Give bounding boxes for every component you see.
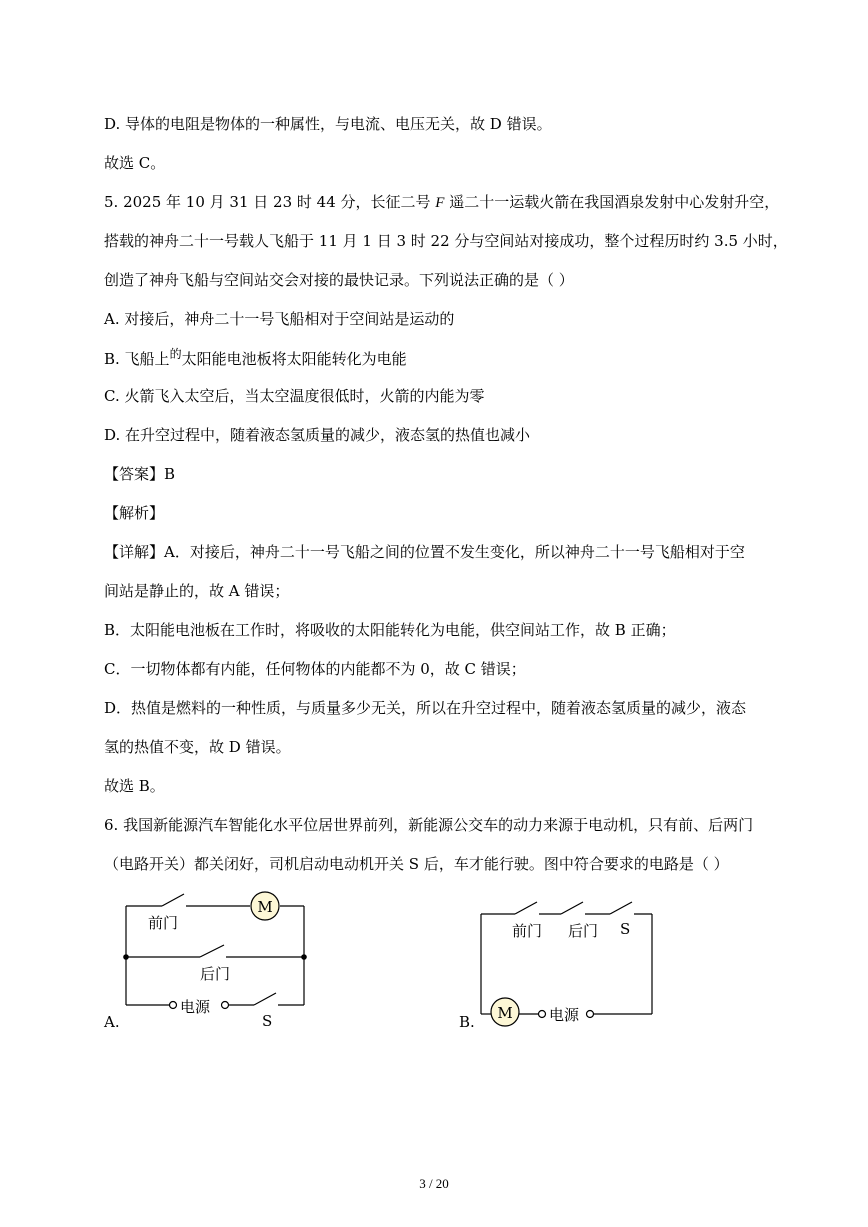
analysis-label: 【解析】 xyxy=(104,504,165,522)
page-number: 3 / 20 xyxy=(419,1176,449,1191)
option-c: C. 火箭飞入太空后，当太空温度很低时，火箭的内能为零 xyxy=(104,387,485,405)
question-5-line-2: 搭载的神舟二十一号载人飞船于 11 月 1 日 3 时 22 分与空间站对接成功，整个过程历时约 3.5 小时， xyxy=(104,232,788,250)
motor-label-b: M xyxy=(497,1004,513,1022)
option-b-text-b: 太阳能电池板将太阳能转化为电能 xyxy=(181,350,407,368)
detail-line-5: D．热值是燃料的一种性质，与质量多少无关，所以在升空过程中，随着液态氢质量的减少，液态 xyxy=(104,699,747,717)
line-d-resistance: D. 导体的电阻是物体的一种属性，与电流、电压无关，故 D 错误。 xyxy=(104,115,552,133)
detail-line-2: 间站是静止的，故 A 错误； xyxy=(104,582,290,600)
option-d: D. 在升空过程中，随着液态氢质量的减少，液态氢的热值也减小 xyxy=(104,426,531,444)
detail-line-1: 【详解】A．对接后，神舟二十一号飞船之间的位置不发生变化，所以神舟二十一号飞船相对于空 xyxy=(104,543,745,561)
option-b-text-a: B. 飞船上 xyxy=(104,350,170,368)
circuit-b-switch: S xyxy=(620,920,631,938)
circuit-b-back-door: 后门 xyxy=(568,922,599,940)
circuit-b-power: 电源 xyxy=(549,1006,580,1024)
circuit-a-back-door: 后门 xyxy=(200,965,231,983)
circuit-a-option-label: A. xyxy=(104,1013,120,1031)
detail-line-3: B．太阳能电池板在工作时，将吸收的太阳能转化为电能，供空间站工作，故 B 正确； xyxy=(104,621,676,639)
question-6-line-2: （电路开关）都关闭好，司机启动电动机开关 S 后，车才能行驶。图中符合要求的电路是（ ） xyxy=(104,855,729,873)
motor-label-a: M xyxy=(257,898,273,916)
circuit-b-option-label: B. xyxy=(459,1013,475,1031)
circuit-b-front-door: 前门 xyxy=(512,922,543,940)
detail-line-4: C．一切物体都有内能，任何物体的内能都不为 0，故 C 错误； xyxy=(104,660,526,678)
line-choose-c: 故选 C。 xyxy=(104,154,166,172)
circuit-a-power: 电源 xyxy=(180,998,211,1016)
option-a: A. 对接后，神舟二十一号飞船相对于空间站是运动的 xyxy=(104,310,455,328)
choose-b: 故选 B。 xyxy=(104,777,165,795)
detail-line-6: 氢的热值不变，故 D 错误。 xyxy=(104,738,291,756)
q5-rocket-letter: F xyxy=(435,195,445,211)
question-6-line-1: 6. 我国新能源汽车智能化水平位居世界前列，新能源公交车的动力来源于电动机，只有前、后两门 xyxy=(104,816,754,834)
option-b-superscript: 的 xyxy=(169,347,182,361)
question-5-line-3: 创造了神舟飞船与空间站交会对接的最快记录。下列说法正确的是（ ） xyxy=(104,271,574,289)
circuit-a-switch: S xyxy=(262,1012,273,1030)
answer-label: 【答案】B xyxy=(104,465,176,483)
q5-text-b: 遥二十一运载火箭在我国酒泉发射中心发射升空， xyxy=(449,193,780,211)
q5-text-a: 5. 2025 年 10 月 31 日 23 时 44 分，长征二号 xyxy=(104,193,431,211)
circuit-a-front-door: 前门 xyxy=(148,914,179,932)
